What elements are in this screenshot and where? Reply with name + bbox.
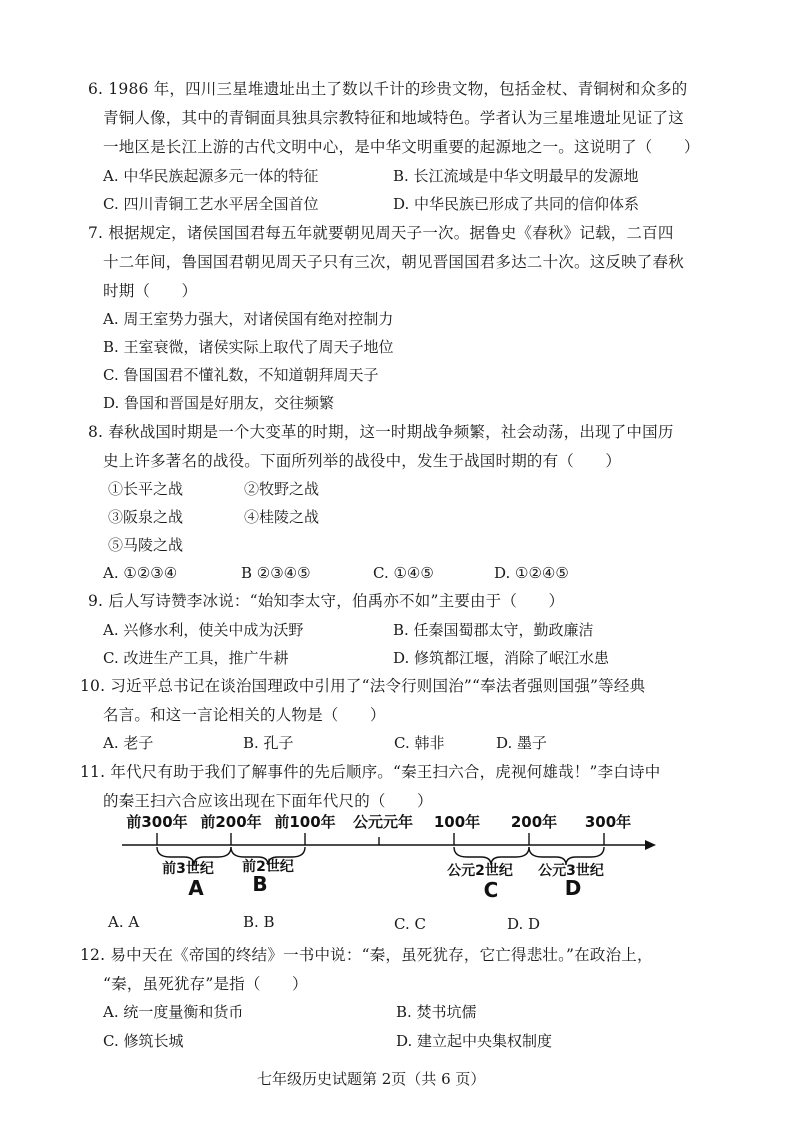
q11-stem-line-1: 11. 年代尺有助于我们了解事件的先后顺序。“秦王扫六合，虎视何雄哉！”李白诗中 [80,763,661,781]
q6-option-b: B. 长江流域是中华文明最早的发源地 [393,167,639,185]
q7-option-c: C. 鲁国国君不懂礼数，不知道朝拜周天子 [103,366,379,384]
q11-option-d: D. D [507,915,541,933]
q6-option-d: D. 中华民族已形成了共同的信仰体系 [393,195,640,213]
q9-option-c: C. 改进生产工具，推广牛耕 [103,649,289,667]
timeline-figure [0,805,794,905]
q7-stem-line-3: 时期（ ） [103,282,198,300]
q7-stem-line-1: 7. 根据规定，诸侯国国君每五年就要朝见周天子一次。据鲁史《春秋》记载，二百四 [88,224,674,242]
q8-stem-line-2: 史上许多著名的战役。下面所列举的战役中，发生于战国时期的有（ ） [103,452,622,470]
q6-stem-line-2: 青铜人像，其中的青铜面具独具宗教特征和地域特色。学者认为三星堆遗址见证了这 [103,109,684,127]
timeline-tick-label: 300年 [584,813,632,831]
timeline-tick-label: 100年 [433,813,481,831]
q8-item-1: ①长平之战 [108,480,184,498]
q11-option-a: A. A [108,913,140,931]
q9-stem-line-1: 9. 后人写诗赞李冰说：“始知李太守，伯禹亦不如”主要由于（ ） [88,592,565,610]
q10-option-a: A. 老子 [103,734,154,752]
q8-item-2: ②牧野之战 [244,480,320,498]
q12-option-b: B. 焚书坑儒 [396,1003,477,1021]
q8-item-4: ④桂陵之战 [244,508,320,526]
q11-option-b: B. B [243,913,275,931]
timeline-letter-c: C [483,878,499,902]
q7-option-a: A. 周王室势力强大，对诸侯国有绝对控制力 [103,310,394,328]
timeline-tick-marks [157,833,604,845]
q7-stem-line-2: 十二年间，鲁国国君朝见周天子只有三次，朝见晋国国君多达二十次。这反映了春秋 [103,253,684,271]
q12-stem-line-2: “秦，虽死犹存”是指（ ） [103,975,308,993]
timeline-tick-label: 200年 [510,813,558,831]
q6-option-a: A. 中华民族起源多元一体的特征 [103,167,319,185]
timeline-tick-label: 前100年 [274,813,336,831]
q10-option-c: C. 韩非 [394,734,445,752]
q9-option-a: A. 兴修水利，使关中成为沃野 [103,621,304,639]
timeline-span-label: 公元3世纪 [538,863,604,879]
timeline-tick-label: 前300年 [126,813,188,831]
q8-option-d: D. ①②④⑤ [494,564,569,582]
q12-option-a: A. 统一度量衡和货币 [103,1003,244,1021]
q11-stem-line-2: 的秦王扫六合应该出现在下面年代尺的（ ） [103,792,433,810]
timeline-letter-a: A [188,876,204,900]
q12-stem-line-1: 12. 易中天在《帝国的终结》一书中说：“秦，虽死犹存，它亡得悲壮。”在政治上， [80,946,653,964]
q9-option-d: D. 修筑都江堰，消除了岷江水患 [393,649,610,667]
q11-option-c: C. C [394,915,426,933]
q8-item-5: ⑤马陵之战 [108,536,184,554]
q8-option-c: C. ①④⑤ [373,564,434,582]
q7-option-b: B. 王室衰微，诸侯实际上取代了周天子地位 [103,338,394,356]
timeline-letter-b: B [252,872,268,896]
q8-option-b: B ②③④⑤ [241,564,311,582]
timeline-tick-label: 公元元年 [352,813,414,831]
q10-stem-line-1: 10. 习近平总书记在谈治国理政中引用了“法令行则国治”“奉法者强则国强”等经典 [80,677,646,695]
q10-option-d: D. 墨子 [496,734,548,752]
q6-stem-line-1: 6. 1986 年，四川三星堆遗址出土了数以千计的珍贵文物，包括金杖、青铜树和众多的 [88,80,688,98]
timeline-span-label: 前3世纪 [162,861,214,877]
q8-option-a: A. ①②③④ [103,564,178,582]
q8-stem-line-1: 8. 春秋战国时期是一个大变革的时期，这一时期战争频繁，社会动荡，出现了中国历 [88,423,674,441]
q10-option-b: B. 孔子 [243,734,294,752]
q6-option-c: C. 四川青铜工艺水平居全国首位 [103,195,319,213]
q9-option-b: B. 任秦国蜀郡太守，勤政廉洁 [393,621,594,639]
q8-item-3: ③阪泉之战 [108,508,184,526]
timeline-tick-label: 前200年 [200,813,262,831]
timeline-span-label: 公元2世纪 [447,863,513,879]
timeline-arrow [645,840,656,850]
q12-option-d: D. 建立起中央集权制度 [396,1032,553,1050]
timeline-letter-d: D [564,876,582,900]
q12-option-c: C. 修筑长城 [103,1032,184,1050]
timeline-span-label: 前2世纪 [242,859,294,875]
q10-stem-line-2: 名言。和这一言论相关的人物是（ ） [103,706,386,724]
q7-option-d: D. 鲁国和晋国是好朋友，交往频繁 [103,394,335,412]
q6-stem-line-3: 一地区是长江上游的古代文明中心，是中华文明重要的起源地之一。这说明了（ ） [103,138,700,156]
page-footer: 七年级历史试题第 2页（共 6 页） [257,1070,486,1088]
